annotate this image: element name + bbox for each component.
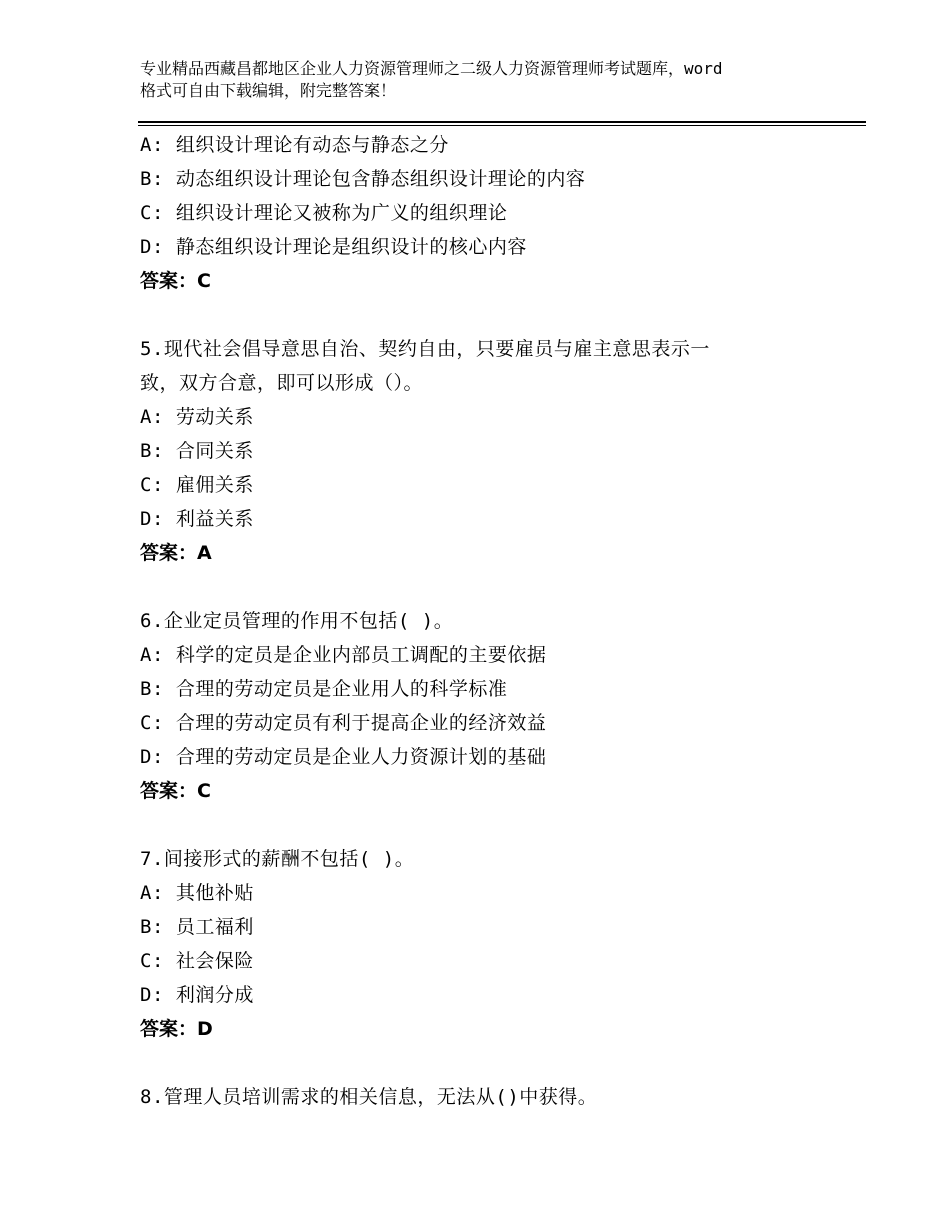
question-7 <box>140 842 860 1046</box>
option-d: D: 合理的劳动定员是企业人力资源计划的基础 <box>140 746 547 768</box>
header-rule-thin <box>138 125 866 126</box>
spacer <box>140 1046 860 1080</box>
option-b: B: 合理的劳动定员是企业用人的科学标准 <box>140 678 508 700</box>
option-c: C: 社会保险 <box>140 950 254 972</box>
header-title-line-2: 格式可自由下载编辑，附完整答案！ <box>140 81 397 100</box>
option-c: C: 雇佣关系 <box>140 474 254 496</box>
option-d: D: 利益关系 <box>140 508 254 530</box>
option-d: D: 静态组织设计理论是组织设计的核心内容 <box>140 236 527 258</box>
answer: 答案：C <box>140 270 211 292</box>
option-a: A: 科学的定员是企业内部员工调配的主要依据 <box>140 644 547 666</box>
option-b: B: 员工福利 <box>140 916 254 938</box>
question-list <box>140 128 860 1114</box>
option-c: C: 组织设计理论又被称为广义的组织理论 <box>140 202 508 224</box>
answer: 答案：D <box>140 1018 213 1040</box>
question-8 <box>140 1080 860 1114</box>
option-d: D: 利润分成 <box>140 984 254 1006</box>
answer: 答案：A <box>140 542 212 564</box>
option-a: A: 劳动关系 <box>140 406 254 428</box>
answer: 答案：C <box>140 780 211 802</box>
question-stem: 7.间接形式的薪酬不包括( )。 <box>140 848 415 870</box>
option-b: B: 动态组织设计理论包含静态组织设计理论的内容 <box>140 168 586 190</box>
option-a: A: 组织设计理论有动态与静态之分 <box>140 134 449 156</box>
question-stem: 6.企业定员管理的作用不包括( )。 <box>140 610 454 632</box>
header-title-line-1: 专业精品西藏昌都地区企业人力资源管理师之二级人力资源管理师考试题库，word <box>140 59 723 78</box>
option-c: C: 合理的劳动定员有利于提高企业的经济效益 <box>140 712 547 734</box>
question-stem: 8.管理人员培训需求的相关信息，无法从()中获得。 <box>140 1086 598 1108</box>
spacer <box>140 808 860 842</box>
spacer <box>140 298 860 332</box>
option-a: A: 其他补贴 <box>140 882 254 904</box>
question-5 <box>140 332 860 570</box>
question-stem: 5.现代社会倡导意思自治、契约自由，只要雇员与雇主意思表示一 <box>140 338 710 360</box>
spacer <box>140 570 860 604</box>
option-b: B: 合同关系 <box>140 440 254 462</box>
question-4 <box>140 128 860 298</box>
question-6 <box>140 604 860 808</box>
header-rule-thick <box>138 121 866 123</box>
question-stem-continued: 致，双方合意，即可以形成（）。 <box>140 372 424 394</box>
document-header <box>140 58 840 102</box>
